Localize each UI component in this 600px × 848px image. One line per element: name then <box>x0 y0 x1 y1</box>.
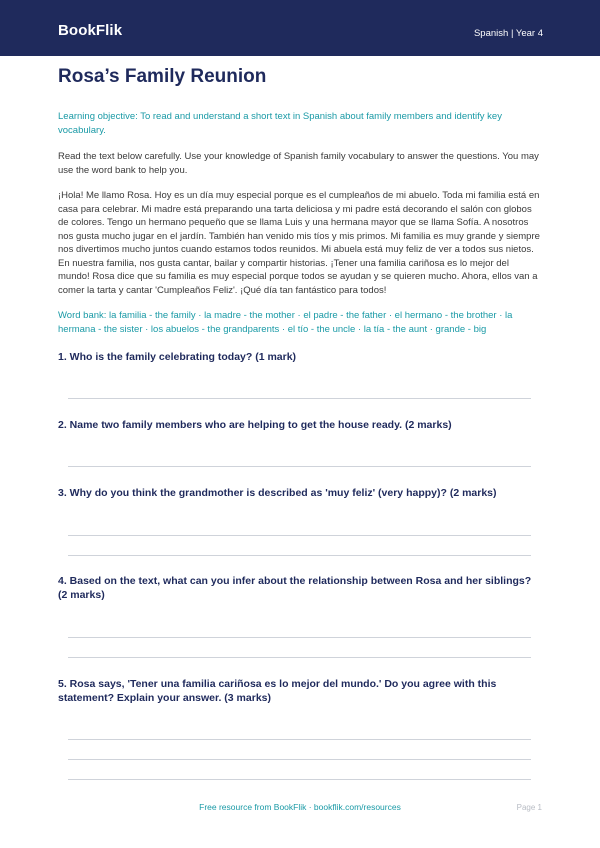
brand-logo-text: BookFlik <box>58 22 123 39</box>
question-1: 1. Who is the family celebrating today? (1 mark) <box>58 351 297 363</box>
answer-line[interactable] <box>68 637 531 638</box>
question-2: 2. Name two family members who are helping to get the house ready. (2 marks) <box>58 419 452 431</box>
word-bank: Word bank: la familia - the family · la madre - the mother · el padre - the father · el hermano - the brother · la hermana - the sister · los abuelos - the grandparents · el tío - the uncle · la tía - the aunt · grande - big <box>58 310 513 335</box>
answer-line[interactable] <box>68 657 531 658</box>
page-title: Rosa’s Family Reunion <box>58 66 267 87</box>
answer-line[interactable] <box>68 555 531 556</box>
subject-year-label: Spanish | Year 4 <box>473 28 543 39</box>
learning-objective: Learning objective: To read and understand a short text in Spanish about family members and identify key vocabulary. <box>58 111 502 136</box>
answer-line[interactable] <box>68 759 531 760</box>
answer-line[interactable] <box>68 466 531 467</box>
answer-line[interactable] <box>68 779 531 780</box>
question-5: 5. Rosa says, 'Tener una familia cariñosa es lo mejor del mundo.' Do you agree with this statement? Explain your answer. (3 marks) <box>58 678 497 704</box>
answer-line[interactable] <box>68 398 531 399</box>
answer-line[interactable] <box>68 535 531 536</box>
worksheet-body <box>58 64 542 336</box>
instructions: Read the text below carefully. Use your knowledge of Spanish family vocabulary to answer the questions. You may use the word bank to help you. <box>58 151 539 176</box>
question-3: 3. Why do you think the grandmother is described as 'muy feliz' (very happy)? (2 marks) <box>58 487 497 499</box>
answer-line[interactable] <box>68 739 531 740</box>
page-number: Page 1 <box>516 803 542 812</box>
reading-passage: ¡Hola! Me llamo Rosa. Hoy es un día muy especial porque es el cumpleaños de mi abuelo. Toda mi familia está en casa para celebrar. Mi madre está preparando una tarta deliciosa y mi padre está decorando el salón con globos de colores. Tengo un hermano pequeño que se llama Luis y una hermana mayor que se llama Sofía. A nosotros nos gusta mucho jugar en el jardín. También han venido mis tíos y mis primos. Mi familia es muy grande y siempre nos divertimos mucho juntos cuando estamos todos reunidos. Mi abuela está muy feliz de ver a todos sus nietos. En nuestra familia, nos gusta cantar, bailar y compartir historias. ¡Tener una familia cariñosa es lo mejor del mundo! Rosa dice que su familia es muy especial porque todos se ayudan y se quieren mucho. Ahora, ellos van a comer la tarta y cantar 'Cumpleaños Feliz'. ¡Qué día tan fantástico para todos! <box>58 190 540 296</box>
footer-credit: Free resource from BookFlik · bookflik.com/resources <box>199 802 401 812</box>
header-bar <box>0 0 600 56</box>
question-4: 4. Based on the text, what can you infer about the relationship between Rosa and her siblings? (2 marks) <box>58 575 532 601</box>
